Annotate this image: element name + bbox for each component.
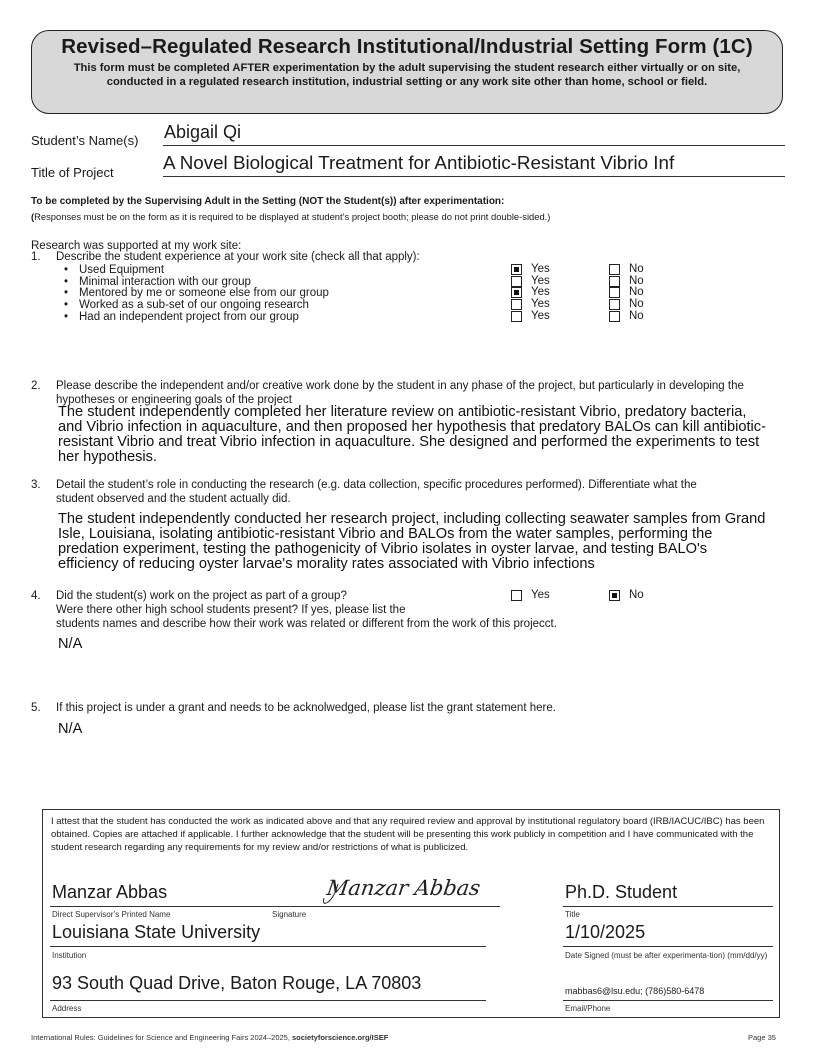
date-value[interactable]: 1/10/2025: [565, 922, 646, 942]
supervisor-name-label: Direct Supervisor’s Printed Name: [52, 910, 171, 919]
q2-text: Please describe the independent and/or creative work done by the student in any phase of the project, but particularly in developing the hypotheses or engineering goals of the project: [56, 380, 744, 406]
checkmark-icon: [514, 290, 519, 295]
q1-yes-label: Yes: [531, 309, 550, 322]
q5-number: 5.: [31, 702, 41, 714]
signature-image: Manzar Abbas: [325, 876, 482, 900]
date-label: Date Signed (must be after experimenta-tion) (mm/dd/yy): [565, 951, 768, 960]
display-note: [31, 211, 550, 222]
signature-flourish: [300, 874, 340, 914]
institution-line: [50, 946, 486, 947]
email-label: Email/Phone: [565, 1004, 611, 1013]
q1-no-checkbox[interactable]: [609, 287, 620, 298]
q1-item-label: Used Equipment: [79, 264, 165, 276]
checkmark-icon: [514, 267, 519, 272]
bullet-icon: •: [64, 275, 69, 288]
q1-yes-checkbox[interactable]: [511, 287, 522, 298]
q1-item-label: Had an independent project from our group: [79, 310, 299, 323]
q1-no-label: No: [629, 298, 644, 311]
bullet-icon: •: [64, 264, 69, 276]
q2-number: 2.: [31, 380, 41, 392]
q1-no-label: No: [629, 286, 644, 299]
q4-line3: students names and describe how their work was related or different from the work of this projecct.: [56, 618, 557, 630]
title-line: [563, 906, 773, 907]
q1-yes-label: Yes: [531, 286, 550, 299]
q3-answer[interactable]: The student independently conducted her research project, including collecting seawater samples from Grand Isle, Louisiana, isolating antibiotic-resistant Vibrio and BALOs from the water samples, performing the predation experiment, testing the pathogenicity of Vibrio isolates in oyster larvae, and testing BALO's efficiency of reducing oyster larvae's morality rates associated with Vibrio infections: [58, 512, 766, 572]
institution-label: Institution: [52, 951, 87, 960]
form-subtitle: This form must be completed AFTER experimentation by the adult supervising the student research either virtually or on site, conducted in a regulated research institution, industrial setting or any work site other than home, school or field.: [73, 62, 741, 88]
form-header: [31, 30, 783, 114]
project-title-line: [163, 176, 785, 177]
q1-number: 1.: [31, 251, 41, 263]
supervisor-instructions: To be completed by the Supervising Adult in the Setting (NOT the Student(s)) after experimentation:: [31, 196, 505, 207]
q1-no-checkbox[interactable]: [609, 276, 620, 287]
q1-item-label: Mentored by me or someone else from our group: [79, 287, 329, 300]
date-line: [563, 946, 773, 947]
q1-text: Describe the student experience at your work site (check all that apply):: [56, 251, 420, 263]
q3-text: Detail the student’s role in conducting the research (e.g. data collection, specific procedures performed). Differentiate what the student observed and the student actually did.: [56, 479, 697, 505]
q3-number: 3.: [31, 479, 41, 491]
project-title-label: Title of Project: [31, 165, 114, 180]
bullet-icon: •: [64, 287, 69, 300]
q4-line1: Did the student(s) work on the project as part of a group?: [56, 590, 347, 602]
q1-yes-checkbox[interactable]: [511, 311, 522, 322]
attestation-text: I attest that the student has conducted the work as indicated above and that any required review and approval by institutional regulatory board (IRB/IACUC/IBC) has been obtained. Copies are attached if applicable. I further acknowledge that the student will be presenting this work publicly in competition and I have communicated with the student research regarding any requirements for my review and/or restrictions of what is publicized.: [51, 816, 765, 853]
q4-answer[interactable]: N/A: [58, 636, 83, 652]
supervisor-sign-line: [50, 906, 500, 907]
q1-yes-checkbox[interactable]: [511, 299, 522, 310]
q2-answer[interactable]: The student independently completed her literature review on antibiotic-resistant Vibrio, predatory bacteria, and Vibrio infection in aquaculture, and then proposed her hypothesis that predatory BALOs can kill antibiotic-resistant Vibrio and treat Vibrio infection in aquaculture. She designed and performed the experiments to test her hypothesis.: [58, 404, 766, 465]
signature-label: Signature: [272, 910, 307, 919]
q1-yes-label: Yes: [531, 298, 550, 311]
supervisor-name-value[interactable]: Manzar Abbas: [52, 882, 168, 902]
title-label: Title: [565, 910, 580, 919]
bullet-icon: •: [64, 299, 69, 312]
bullet-icon: •: [64, 310, 69, 323]
q4-no-label: No: [629, 589, 644, 601]
q1-yes-checkbox[interactable]: [511, 264, 522, 275]
q4-yes-label: Yes: [531, 589, 550, 601]
address-label: Address: [52, 1004, 82, 1013]
q1-yes-checkbox[interactable]: [511, 276, 522, 287]
student-name-line: [163, 145, 785, 146]
q1-no-label: No: [629, 309, 644, 322]
q1-item-label: Minimal interaction with our group: [79, 275, 251, 288]
q1-yes-label: Yes: [531, 274, 550, 287]
email-phone-value[interactable]: mabbas6@lsu.edu; (786)580-6478: [565, 986, 705, 996]
q1-no-checkbox[interactable]: [609, 299, 620, 310]
form-title: Revised–Regulated Research Institutional/Industrial Setting Form (1C): [61, 35, 753, 58]
q5-text: If this project is under a grant and needs to be acknolwedged, please list the grant statement here.: [56, 702, 556, 714]
page-number: Page 35: [748, 1033, 776, 1042]
q4-yes-checkbox[interactable]: [511, 590, 522, 601]
q4-line2: Were there other high school students present? If yes, please list the: [56, 604, 406, 616]
student-name-value[interactable]: Abigail Qi: [164, 122, 242, 142]
q1-no-checkbox[interactable]: [609, 311, 620, 322]
q1-item-label: Worked as a sub-set of our ongoing research: [79, 299, 309, 312]
institution-value[interactable]: Louisiana State University: [52, 922, 261, 942]
project-title-value[interactable]: A Novel Biological Treatment for Antibiotic-Resistant Vibrio Inf: [163, 152, 675, 173]
display-note-paren: (: [31, 211, 35, 222]
q5-answer[interactable]: N/A: [58, 721, 83, 737]
q1-no-label: No: [629, 263, 644, 275]
q1-no-checkbox[interactable]: [609, 264, 620, 275]
email-line: [563, 1000, 773, 1001]
page-footer: [31, 1033, 388, 1042]
display-note-text: Responses must be on the form as it is required to be displayed at student’s project booth; please do not print double-sided.): [34, 211, 551, 222]
address-value[interactable]: 93 South Quad Drive, Baton Rouge, LA 70803: [52, 973, 422, 993]
footer-text: International Rules: Guidelines for Science and Engineering Fairs 2024–2025,: [31, 1033, 292, 1042]
q1-yes-label: Yes: [531, 263, 550, 275]
address-line: [50, 1000, 486, 1001]
footer-link[interactable]: societyforscience.org/ISEF: [292, 1033, 389, 1042]
checkmark-icon: [612, 593, 617, 598]
support-intro: Research was supported at my work site:: [31, 240, 242, 252]
q4-no-checkbox[interactable]: [609, 590, 620, 601]
title-value[interactable]: Ph.D. Student: [565, 882, 678, 902]
student-name-label: Student’s Name(s): [31, 133, 139, 148]
q4-number: 4.: [31, 590, 41, 602]
q1-no-label: No: [629, 274, 644, 287]
